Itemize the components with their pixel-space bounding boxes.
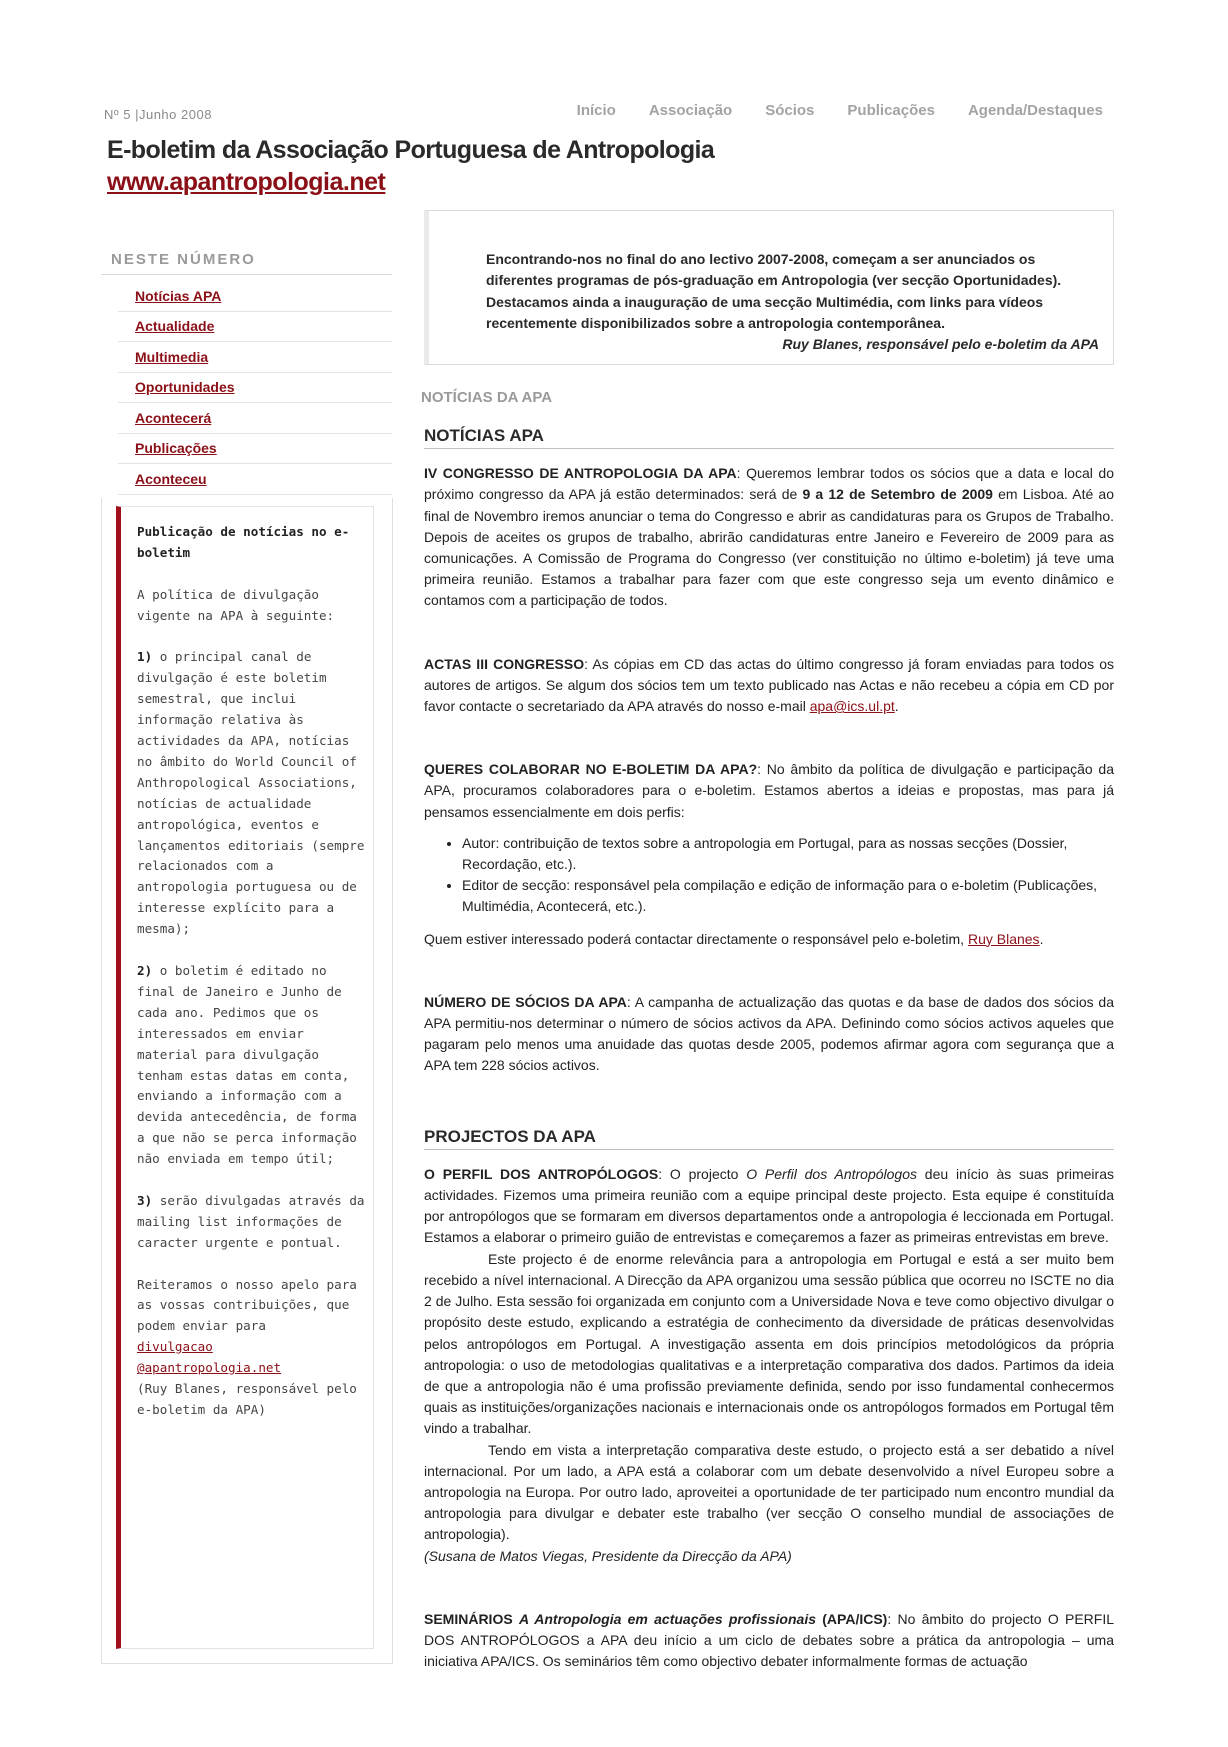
policy-point-1 <box>137 647 365 940</box>
sidebar-link-aconteceu[interactable]: Aconteceu <box>135 470 207 487</box>
nav-socios[interactable]: Sócios <box>765 102 815 119</box>
policy-email-user: divulgacao <box>137 1339 213 1355</box>
seminarios-title <box>424 1611 887 1627</box>
colaborar-list <box>424 833 1114 918</box>
congresso-text: : Queremos lembrar todos os sócios que a data e local do próximo congresso da APA já estão determinados: será de <box>424 465 1114 503</box>
policy-point-2-number: 2) <box>137 962 153 978</box>
top-navigation <box>577 102 1103 119</box>
sidebar-item-publicacoes <box>118 434 392 465</box>
seminarios-title-a: SEMINÁRIOS <box>424 1610 519 1627</box>
nav-agenda[interactable]: Agenda/Destaques <box>967 102 1103 119</box>
seminarios-title-italic: A Antropologia em actuações profissionais <box>518 1610 816 1627</box>
sidebar-heading: NESTE NÚMERO <box>111 251 256 268</box>
policy-box <box>116 506 374 1649</box>
sidebar-link-actualidade[interactable]: Actualidade <box>135 318 215 335</box>
sidebar-link-noticias[interactable]: Notícias APA <box>135 287 222 304</box>
intro-text: Encontrando-nos no final do ano lectivo 2007-2008, começam a ser anunciados os diferentes programas de pós-graduação em Antropologia (ver secção Oportunidades). Destacamos ainda a inauguração de uma secção Multimédia, com links para vídeos recentemente disponibilizados sobre a antropologia contemporânea. <box>486 251 1062 331</box>
seminarios-paragraph <box>424 1609 1114 1673</box>
spacer <box>424 612 1114 654</box>
policy-point-3-number: 3) <box>137 1192 153 1208</box>
spacer <box>424 717 1114 759</box>
actas-paragraph <box>424 654 1114 718</box>
ruy-blanes-link[interactable]: Ruy Blanes <box>967 930 1040 947</box>
perfil-paragraph <box>424 1164 1114 1249</box>
policy-title: Publicação de notícias no e-boletim <box>137 524 350 560</box>
actas-end: . <box>894 698 899 715</box>
spacer <box>424 1567 1114 1609</box>
congresso-title: IV CONGRESSO DE ANTROPOLOGIA DA APA <box>424 465 737 482</box>
sidebar-link-multimedia[interactable]: Multimedia <box>135 348 209 365</box>
sidebar-item-oportunidades <box>118 373 392 404</box>
section-label: NOTÍCIAS DA APA <box>421 389 553 406</box>
issue-number: Nº 5 |Junho 2008 <box>104 107 212 122</box>
perfil-text: : O projecto <box>658 1165 747 1182</box>
colaborar-contact <box>424 929 1114 950</box>
spacer <box>424 950 1114 992</box>
spacer <box>424 1077 1114 1126</box>
sidebar-link-acontecera[interactable]: Acontecerá <box>135 409 212 426</box>
actas-title: ACTAS III CONGRESSO <box>424 655 585 672</box>
policy-closing-text: Reiteramos o nosso apelo para as vossas contribuições, que podem enviar para <box>137 1276 357 1334</box>
colaborar-contact-text: Quem estiver interessado poderá contactar directamente o responsável pelo e-boletim, <box>424 930 968 947</box>
sidebar-menu <box>118 281 392 495</box>
colaborar-paragraph <box>424 759 1114 823</box>
projects-heading: PROJECTOS DA APA <box>424 1126 1114 1150</box>
sidebar-item-aconteceu <box>118 464 392 495</box>
colaborar-contact-end: . <box>1039 930 1044 947</box>
sidebar-link-oportunidades[interactable]: Oportunidades <box>135 379 235 396</box>
policy-point-3-text: serão divulgadas através da mailing list informações de caracter urgente e pontual. <box>137 1192 365 1250</box>
perfil-paragraph-3: Tendo em vista a interpretação comparativa deste estudo, o projecto está a ser debatido a nível internacional. Por um lado, a APA está a colaborar com um debate desenvolvido a nível Europeu sobre a antropologia na Europa. Por outro lado, aproveitei a oportunidade de ter participado num encontro mundial da antropologia para divulgar e debater este trabalho (ver secção O conselho mundial de associações de antropologia). <box>424 1441 1114 1543</box>
congresso-paragraph <box>424 463 1114 611</box>
sidebar-item-noticias <box>118 281 392 312</box>
sidebar-link-publicacoes[interactable]: Publicações <box>135 440 217 457</box>
perfil-title: O PERFIL DOS ANTROPÓLOGOS <box>424 1165 659 1182</box>
sidebar-item-actualidade <box>118 312 392 343</box>
news-heading: NOTÍCIAS APA <box>424 425 1114 449</box>
policy-point-1-number: 1) <box>137 649 153 665</box>
colaborar-bullet-autor: • Autor: contribuição de textos sobre a antropologia em Portugal, para as nossas secções (Dossier, Recordação, etc.). <box>462 833 1114 875</box>
socios-text: : A campanha de actualização das quotas e da base de dados dos sócios da APA permitiu-nos determinar o número de sócios activos da APA. Definindo como sócios activos aqueles que pagaram pelo menos uma anuidade das quotas desde 2005, podemos afirmar agora com segurança que a APA tem 228 sócios activos. <box>424 993 1114 1074</box>
policy-point-1-text: o principal canal de divulgação é este boletim semestral, que inclui informação relativa às actividades da APA, notícias no âmbito do World Council of Anthropological Associations, notícias de actualidade antropológica, eventos e lançamentos editoriais (sempre relacionados com a antropologia portuguesa ou de interesse explícito para a mesma); <box>137 649 365 937</box>
perfil-signature-text: (Susana de Matos Viegas, Presidente da Direcção da APA) <box>424 1547 792 1564</box>
seminarios-text: : No âmbito do projecto O PERFIL DOS ANTROPÓLOGOS a APA deu início a um ciclo de debates sobre a prática da antropologia – uma iniciativa APA/ICS. Os seminários têm como objectivo debater informalmente formas de actuação <box>424 1610 1114 1670</box>
sidebar-item-acontecera <box>118 403 392 434</box>
perfil-text-2: deu início às suas primeiras actividades. Fizemos uma primeira reunião com a equipe principal deste projecto. Esta equipe é constituída por antropólogos que se formaram em diversos departamentos onde a antropologia é leccionada em Portugal. Estamos a elaborar o primeiro guião de entrevistas e começaremos a fazer as primeiras entrevistas em breve. <box>424 1165 1114 1246</box>
site-title: E-boletim da Associação Portuguesa de Antropologia <box>107 136 715 164</box>
congresso-dates: 9 a 12 de Setembro de 2009 <box>802 486 993 503</box>
policy-intro: A política de divulgação vigente na APA à seguinte: <box>137 586 335 623</box>
nav-associacao[interactable]: Associação <box>648 102 733 119</box>
main-content <box>424 425 1114 1672</box>
policy-signature: (Ruy Blanes, responsável pelo e-boletim da APA) <box>137 1381 357 1417</box>
colaborar-text: : No âmbito da política de divulgação e participação da APA, procuramos colaboradores para o e-boletim. Estamos abertos a ideias e propostas, mas para já pensamos essencialmente em dois perfis: <box>424 761 1115 820</box>
sidebar-item-multimedia <box>118 342 392 373</box>
actas-email-link[interactable]: apa@ics.ul.pt <box>809 698 895 715</box>
perfil-italic: O Perfil dos Antropólogos <box>746 1165 917 1182</box>
colaborar-bullet-editor: • Editor de secção: responsável pela compilação e edição de informação para o e-boletim (Publicações, Multimédia, Acontecerá, etc.). <box>462 875 1114 917</box>
site-url-link[interactable]: www.apantropologia.net <box>107 168 386 196</box>
congresso-text-2: em Lisboa. Até ao final de Novembro iremos anunciar o tema do Congresso e abrir as candidaturas para os Grupos de Trabalho. Depois de aceites os grupos de trabalho, abrirão candidaturas entre Janeiro e Fevereiro de 2009 para as comunicações. A Comissão de Programa do Congresso (ver constituição no último e-boletim) já teve uma primeira reunião. Estamos a trabalhar para fazer com que este congresso seja um evento dinâmico e contamos com a participação de todos. <box>424 486 1115 609</box>
seminarios-title-b: (APA/ICS) <box>816 1610 888 1627</box>
actas-text: : As cópias em CD das actas do último congresso já foram enviadas para todos os autores de artigos. Se algum dos sócios tem um texto publicado nas Actas e não recebeu a cópia em CD por favor contacte o secretariado da APA através do nosso e-mail <box>424 655 1114 715</box>
perfil-signature <box>424 1546 1114 1567</box>
nav-inicio[interactable]: Início <box>576 102 616 119</box>
intro-box <box>424 210 1114 365</box>
policy-email-domain: @apantropologia.net <box>137 1360 282 1376</box>
intro-signature: Ruy Blanes, responsável pelo e-boletim da APA <box>782 336 1099 353</box>
policy-point-2 <box>137 961 365 1170</box>
sidebar-divider <box>101 274 392 275</box>
perfil-paragraph-2: Este projecto é de enorme relevância para a antropologia em Portugal e está a ser muito bem recebido a nível internacional. A Direcção da APA organizou uma sessão pública que ocorreu no ISCTE no dia 2 de Julho. Esta sessão foi organizada em conjunto com a Universidade Nova e teve como objectivo divulgar o propósito deste estudo, explicando a estratégia de conhecimento da diversidade de práticas desenvolvidas pelos antropólogos em Portugal. A investigação assenta em dois princípios metodológicos da própria antropologia: o uso de metodologias qualitativas e a interpretação comparativa dos dados. Partimos da ideia de que a antropologia não é uma profissão previamente definida, sendo por isso fundamental conhecermos quais as instituições/organizações nacionais e internacionais onde os antropólogos formados em Portugal têm vindo a trabalhar. <box>424 1250 1114 1437</box>
policy-closing <box>137 1275 365 1421</box>
policy-point-3 <box>137 1191 365 1254</box>
socios-paragraph <box>424 992 1114 1077</box>
socios-title: NÚMERO DE SÓCIOS DA APA <box>424 993 627 1010</box>
policy-email-link[interactable] <box>137 1339 281 1375</box>
policy-point-2-text: o boletim é editado no final de Janeiro e Junho de cada ano. Pedimos que os interessados em enviar material para divulgação tenham estas datas em conta, enviando a informação com a devida antecedência, de forma a que não se perca informação não enviada em tempo útil; <box>137 962 357 1167</box>
colaborar-title: QUERES COLABORAR NO E-BOLETIM DA APA? <box>424 761 758 778</box>
nav-publicacoes[interactable]: Publicações <box>847 102 935 119</box>
